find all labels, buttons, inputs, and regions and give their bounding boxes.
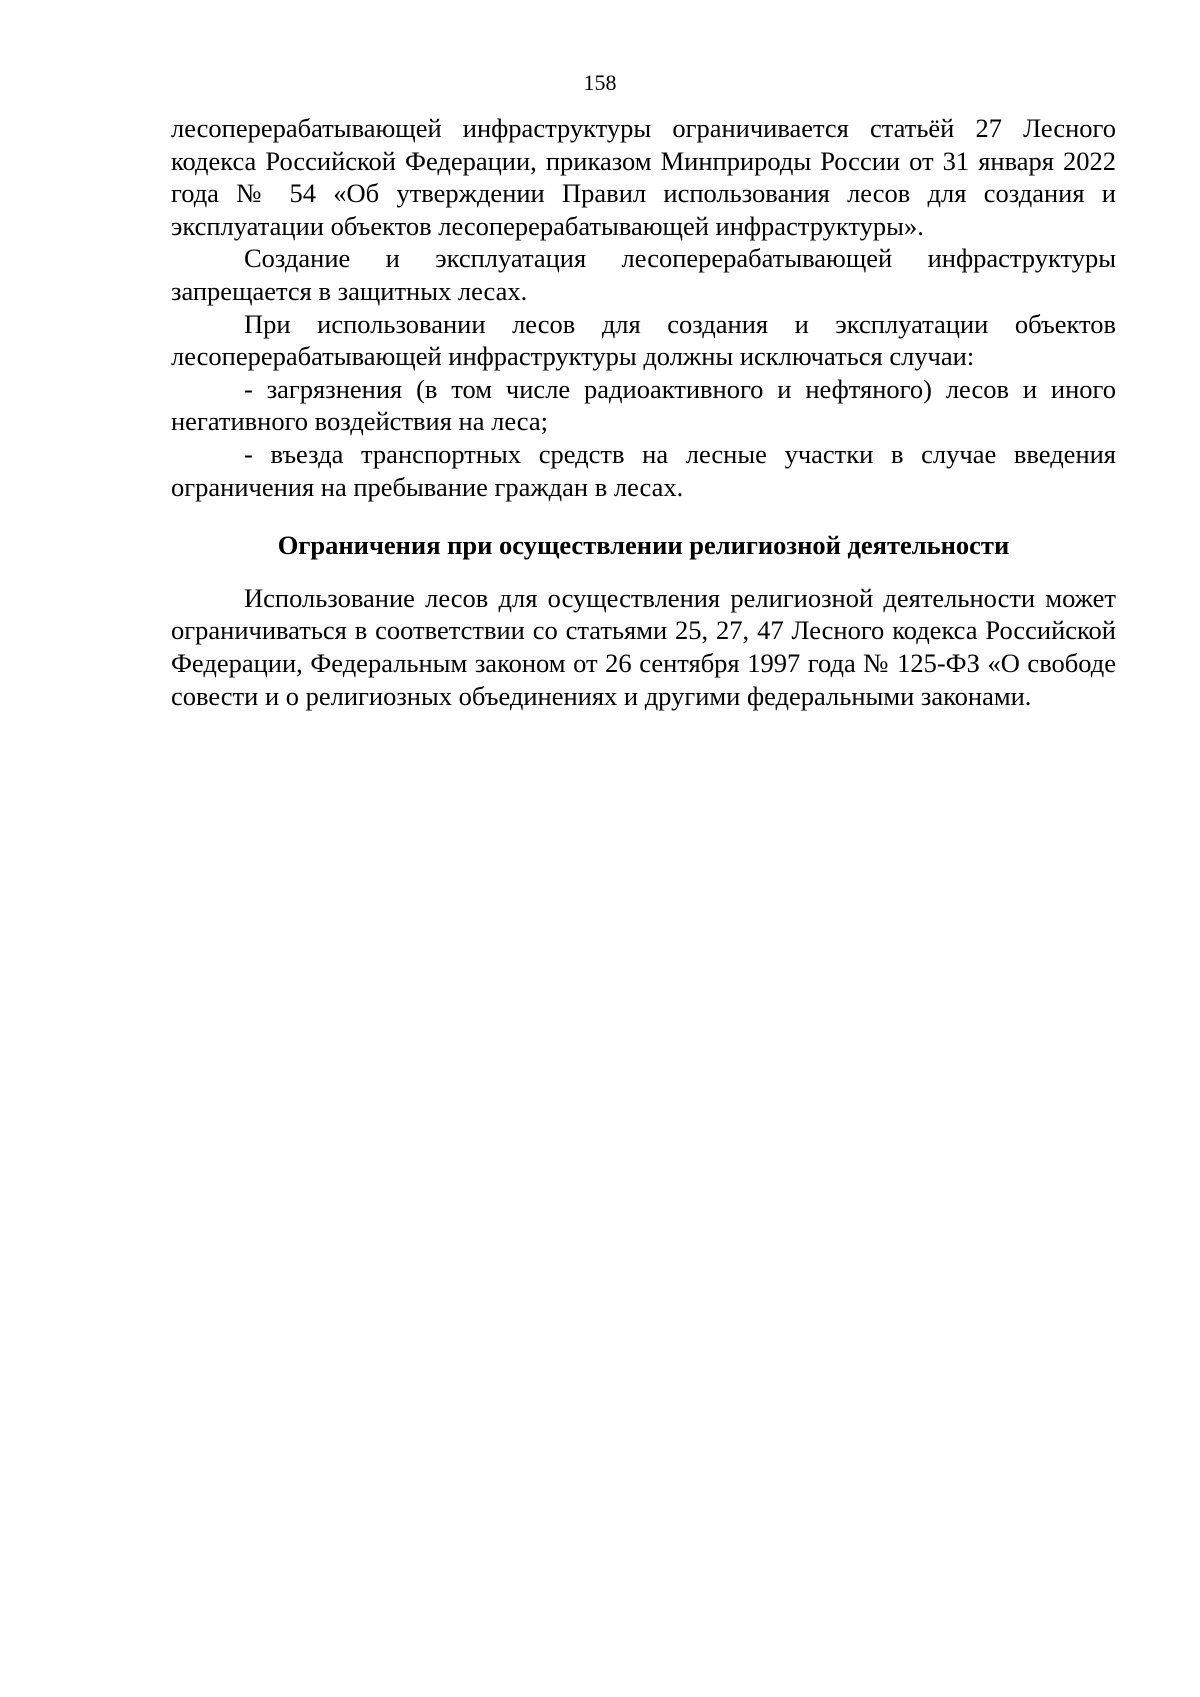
list-item-vehicle-entry: - въезда транспортных средств на лесные участки в случае введения ограничения на пребывание граждан в лесах. [171,438,1116,502]
paragraph-exclusions: При использовании лесов для создания и эксплуатации объектов лесоперерабатывающей инфраструктуры должны исключаться случаи: [171,308,1116,372]
list-item-pollution: - загрязнения (в том числе радиоактивного и нефтяного) лесов и иного негативного воздействия на леса; [171,373,1116,437]
paragraph-continuation: лесоперерабатывающей инфраструктуры ограничивается статьёй 27 Лесного кодекса Российской Федерации, приказом Минприроды России от 31 января 2022 года № 54 «Об утверждении Правил использования лесов для создания и эксплуатации объектов лесоперерабатывающей инфраструктуры». [171,113,1116,241]
document-body [171,112,1116,712]
page-number: 158 [583,70,617,95]
section-heading: Ограничения при осуществлении религиозной деятельности [277,530,1010,561]
paragraph-religious-activity: Использование лесов для осуществления религиозной деятельности может ограничиваться в соответствии со статьями 25, 27, 47 Лесного кодекса Российской Федерации, Федеральным законом от 26 сентября 1997 года № 125-ФЗ «О свободе совести и о религиозных объединениях и другими федеральными законами. [171,582,1116,711]
paragraph-prohibition: Создание и эксплуатация лесоперерабатывающей инфраструктуры запрещается в защитных лесах. [171,243,1116,306]
